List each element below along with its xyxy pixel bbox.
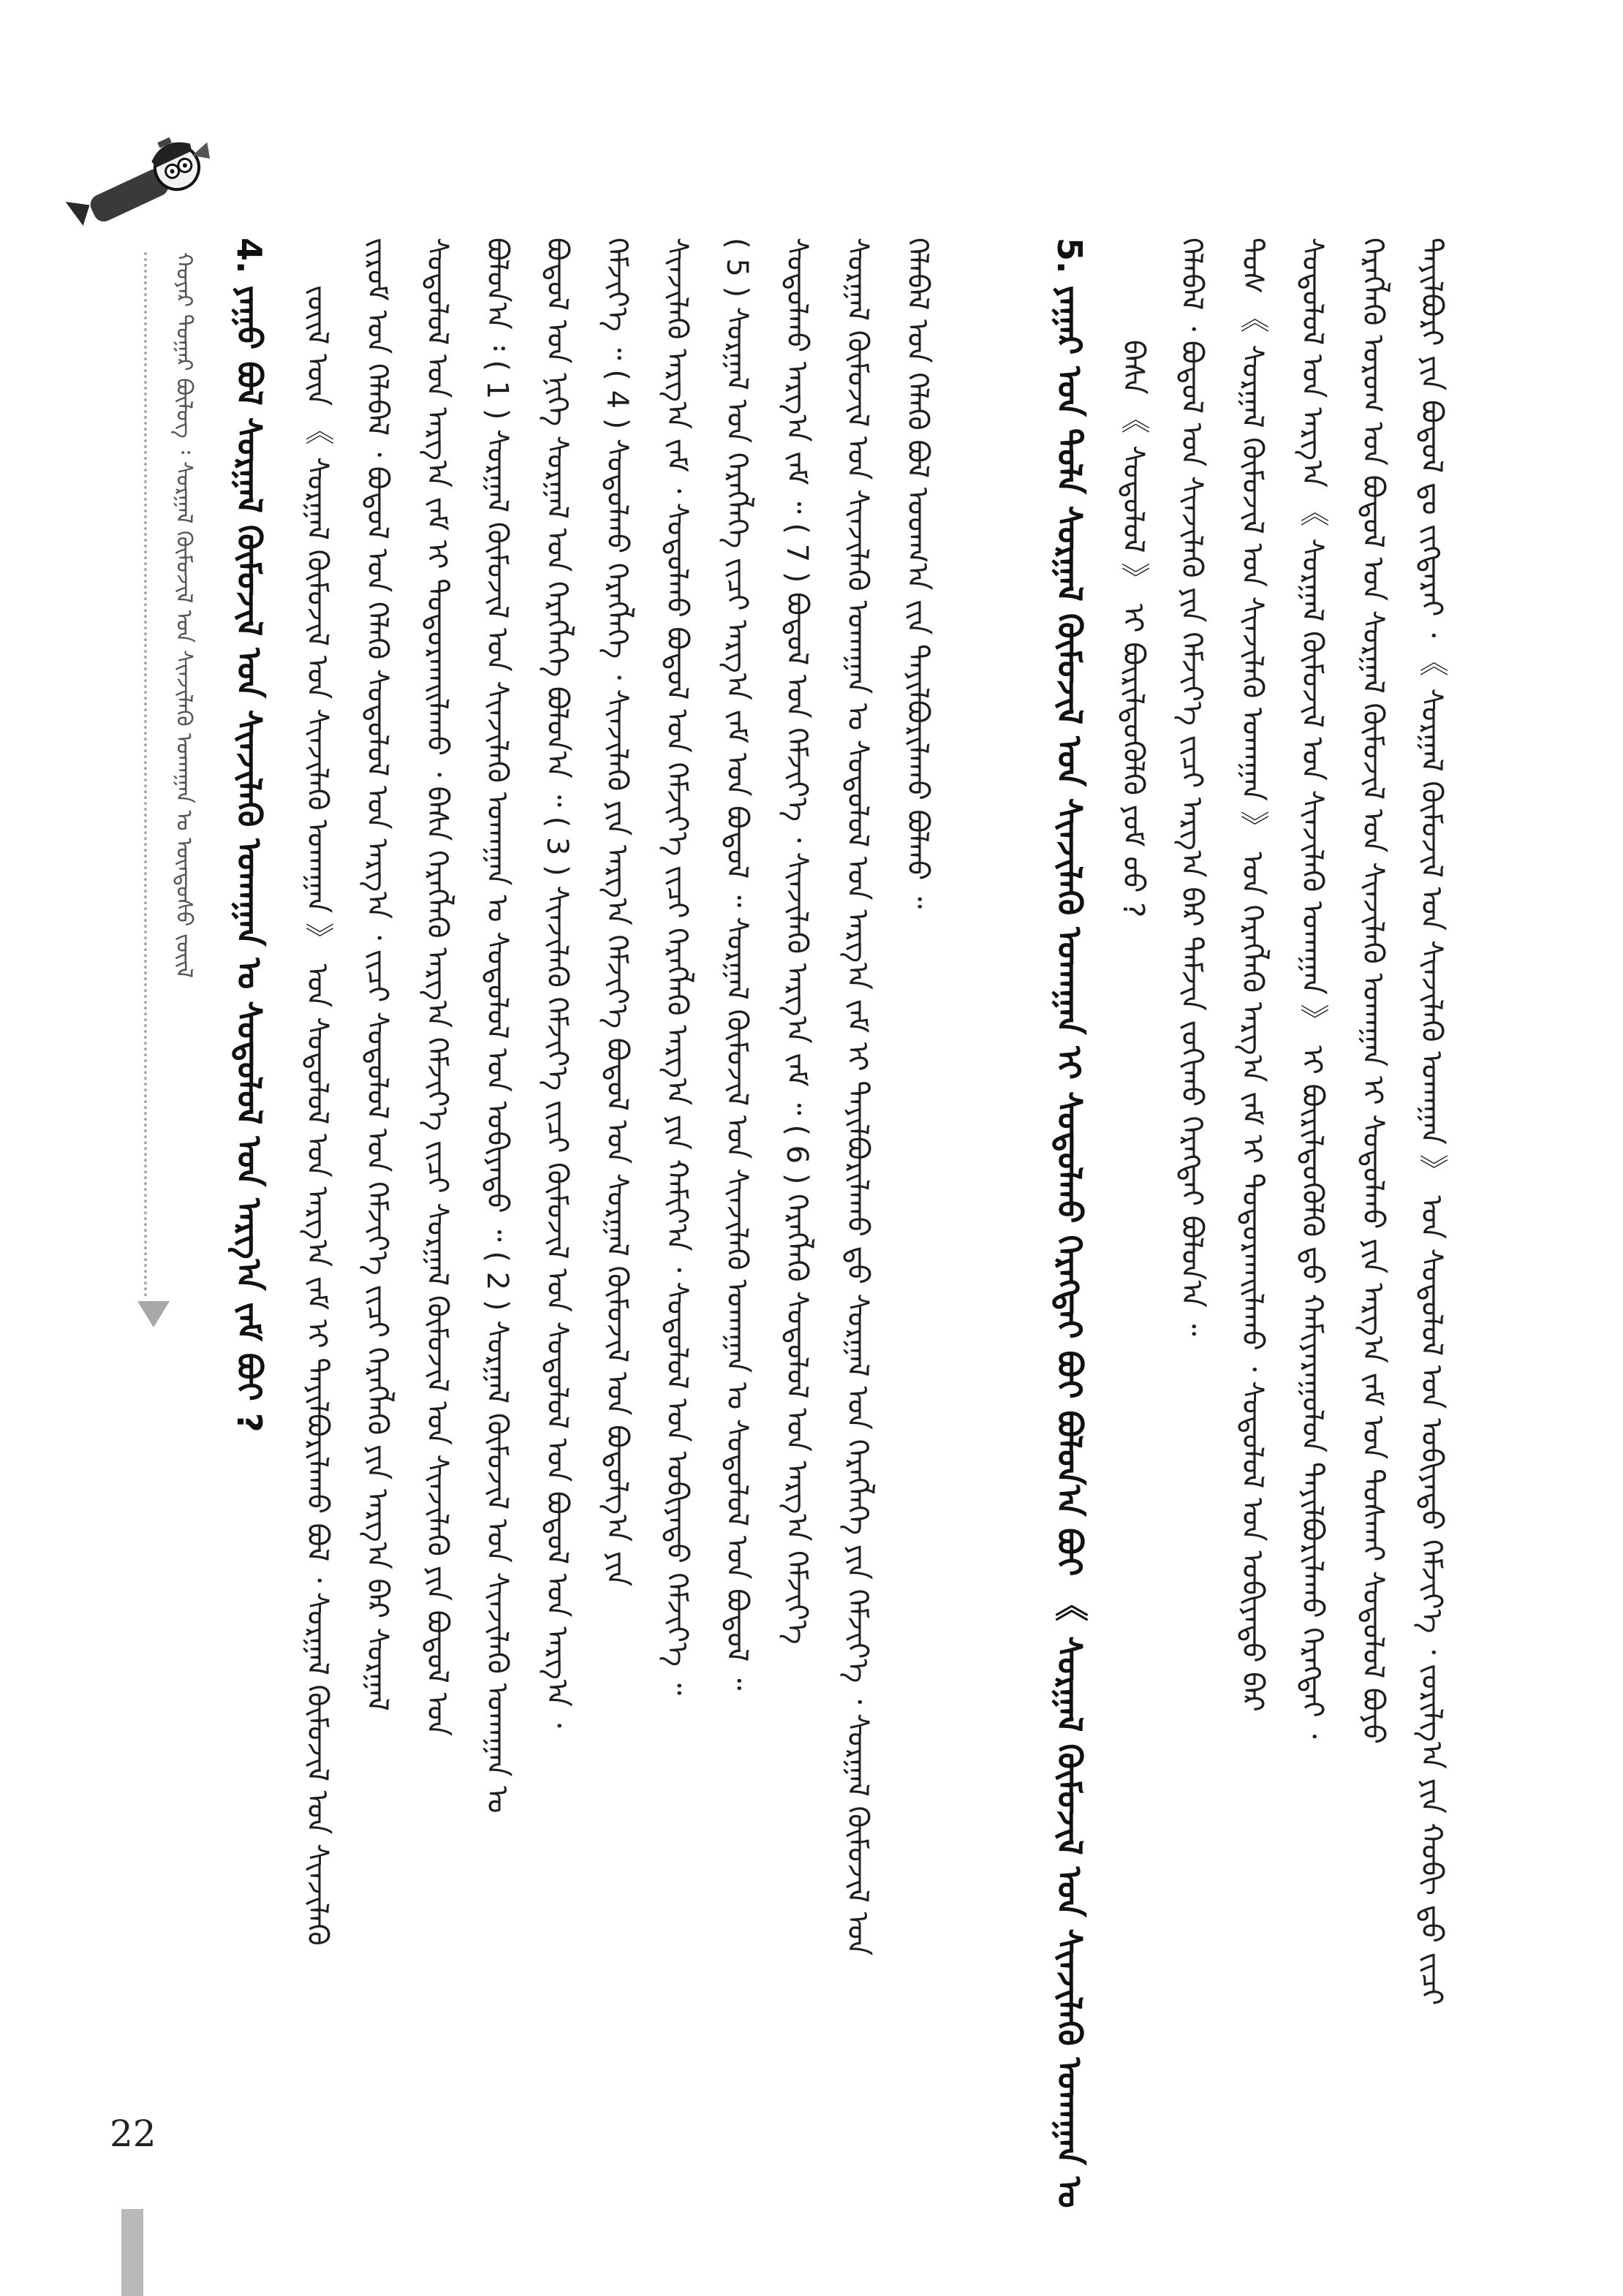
text-column: ᠬᠡᠷᠡᠭᠯᠡᠬᠦ ᠤᠷᠤᠭ ᠤᠨ ᠪᠣᠳᠤᠯ ᠤᠨ ᠰᠤᠷᠭᠠᠯ ᠬᠦᠮᠦᠵᠢᠯ ᠤᠨ ᠰᠢᠨᠵᠢᠯᠡᠬᠦ ᠤᠬᠠᠭᠠᠨ ᠢ ᠰᠤᠳᠤᠯᠬᠤ ᠶᠢᠨ ᠠᠷᠭ᠎ᠠ ᠵᠠᠮ ᠤᠨ ᠲᠤᠰᠬᠠᠢ ᠰᠤᠳᠤᠯᠤᠯ ᠪᠤᠶᠤ xyxy=(1356,238,1390,1745)
flying-boy-icon xyxy=(64,124,221,236)
section-heading-4: 4. ᠶᠠᠭᠤ ᠪᠣᠯ ᠰᠤᠷᠭᠠᠯ ᠬᠦᠮᠦᠵᠢᠯ ᠤᠨ ᠰᠢᠨᠵᠢᠯᠡᠬᠦ ᠤᠬᠠᠭᠠᠨ ᠤ ᠰᠤᠳᠤᠯᠤᠯ ᠤᠨ ᠠᠷᠭ᠎ᠠ ᠵᠠᠮ ᠪᠤᠢ ? xyxy=(230,238,269,1433)
arrow-down-icon xyxy=(137,1301,170,1327)
mascot-illustration xyxy=(64,123,225,247)
dotted-guide-line xyxy=(144,252,147,1297)
page-number: 22 xyxy=(110,2113,156,2155)
text-column: ᠰᠤᠳᠤᠯᠤᠯ ᠤᠨ ᠠᠷᠭ᠎ᠠ ᠵᠠᠮ ᠢ ᠲᠣᠳᠣᠷᠬᠠᠢᠯᠠᠬᠤ ᠂ ᠪᠠᠰᠠ ᠬᠡᠷᠡᠭᠯᠡᠬᠦ ᠠᠷᠭ᠎ᠠ ᠬᠡᠮᠵᠢᠶ᠎ᠡ ᠵᠢᠴᠢ ᠰᠤᠷᠭᠠᠯ ᠬᠦᠮᠦᠵᠢᠯ ᠤᠨ ᠰᠢᠨᠵᠢᠯᠡᠬᠦ ᠶᠢᠨ ᠪᠣᠳᠤᠯ ᠤᠨ xyxy=(420,238,454,1737)
text-column: ᠰᠤᠳᠤᠯᠬᠤ ᠠᠷᠭ᠎ᠠ ᠵᠠᠮ ᠃ ( 7 ) ᠪᠣᠳᠤᠯ ᠤᠨ ᠬᠡᠮᠵᠢᠶ᠎ᠡ ᠂ ᠰᠢᠨᠵᠢᠯᠡᠬᠦ ᠠᠷᠭ᠎ᠠ ᠵᠠᠮ ᠃ ( 6 ) ᠬᠡᠷᠡᠭᠯᠡᠬᠦ ᠰᠤᠳᠤᠯᠤᠯ ᠤᠨ ᠠᠷᠭ᠎ᠠ ᠬᠡᠮᠵᠢᠶ᠎ᠡ xyxy=(780,238,814,1645)
text-column: ᠰᠤᠷᠭᠠᠯ ᠬᠦᠮᠦᠵᠢᠯ ᠤᠨ ᠰᠢᠨᠵᠢᠯᠡᠬᠦ ᠤᠬᠠᠭᠠᠨ ᠤ ᠰᠤᠳᠤᠯᠤᠯ ᠤᠨ ᠠᠷᠭ᠎ᠠ ᠵᠠᠮ ᠢ ᠲᠠᠶᠢᠯᠪᠤᠷᠢᠯᠠᠬᠤ ᠳ᠋ᠤ ᠰᠤᠷᠭᠠᠯ ᠤᠨ ᠬᠡᠷᠡᠭᠯᠡᠭᠡ ᠶᠢᠨ ᠬᠡᠮᠵᠢᠶ᠎ᠡ ᠂ ᠰᠤᠷᠭᠠᠯ ᠬᠦᠮᠦᠵᠢᠯ ᠤᠨ xyxy=(841,238,874,1956)
text-column: ᠪᠣᠯᠤᠨ᠎ᠠ ᠄ ( 1 ) ᠰᠤᠷᠭᠠᠯ ᠬᠦᠮᠦᠵᠢᠯ ᠤᠨ ᠰᠢᠨᠵᠢᠯᠡᠬᠦ ᠤᠬᠠᠭᠠᠨ ᠤ ᠰᠤᠳᠤᠯᠤᠯ ᠤᠨ ᠣᠪᠢᠶᠠᠲᠤ ᠃ ( 2 ) ᠰᠤᠷᠭᠠᠯ ᠬᠦᠮᠦᠵᠢᠯ ᠤᠨ ᠰᠢᠨᠵᠢᠯᠡᠬᠦ ᠤᠬᠠᠭᠠᠨ ᠤ xyxy=(480,238,514,1814)
text-column: ᠰᠢᠨᠵᠢᠯᠡᠬᠦ ᠠᠷᠭ᠎ᠠ ᠵᠠᠮ ᠂ ᠰᠤᠳᠤᠯᠬᠤ ᠪᠣᠳᠤᠯ ᠤᠨ ᠬᠡᠮᠵᠢᠶ᠎ᠡ ᠵᠢᠴᠢ ᠬᠡᠷᠡᠭᠯᠡᠬᠦ ᠠᠷᠭ᠎ᠠ ᠶᠢᠨ ᠬᠠᠮᠢᠶ᠎ᠠ ᠂ ᠰᠤᠳᠤᠯᠤᠯ ᠤᠨ ᠣᠪᠢᠶᠠᠲᠤ ᠬᠡᠮᠵᠢᠶ᠎ᠡ ᠃ xyxy=(660,238,694,1696)
text-column: ᠰᠤᠳᠤᠯᠤᠯ ᠤᠨ ᠠᠷᠭ᠎ᠠ 《 ᠰᠤᠷᠭᠠᠯ ᠬᠦᠮᠦᠵᠢᠯ ᠤᠨ ᠰᠢᠨᠵᠢᠯᠡᠬᠦ ᠤᠬᠠᠭᠠᠨ 》 ᠢ ᠪᠦᠷᠢᠯᠳᠦᠭᠦᠯᠬᠦ ᠳ᠋ᠤ ᠬᠠᠮᠢᠶᠠᠷᠠᠭᠤᠯᠤᠨ ᠲᠠᠶᠢᠯᠪᠤᠷᠢᠯᠠᠬᠤ ᠬᠡᠷᠡᠭᠲᠡᠢ ᠂ xyxy=(1295,238,1329,1739)
text-column: ᠵᠦᠢᠯ ᠦᠨ 《 ᠰᠤᠷᠭᠠᠯ ᠬᠦᠮᠦᠵᠢᠯ ᠤᠨ ᠰᠢᠨᠵᠢᠯᠡᠬᠦ ᠤᠬᠠᠭᠠᠨ 》 ᠤᠨ ᠰᠤᠳᠤᠯᠤᠯ ᠤᠨ ᠠᠷᠭ᠎ᠠ ᠵᠠᠮ ᠢ ᠲᠠᠶᠢᠯᠪᠤᠷᠢᠯᠠᠬᠤ ᠪᠣᠯ ᠂ ᠰᠤᠷᠭᠠᠯ ᠬᠦᠮᠦᠵᠢᠯ ᠤᠨ ᠰᠢᠨᠵᠢᠯᠡᠬᠦ xyxy=(300,285,334,1946)
text-column: ᠲᠠᠶᠢᠯᠪᠤᠷᠢ ᠶᠢᠨ ᠪᠣᠳᠤᠯ ᠳᠤ ᠵᠢᠭ᠌ᠳᠡᠷᠡᠢ ᠂ 《 ᠰᠤᠷᠭᠠᠯ ᠬᠦᠮᠦᠵᠢᠯ ᠤᠨ ᠰᠢᠨᠵᠢᠯᠡᠬᠦ ᠤᠬᠠᠭᠠᠨ 》 ᠤᠨ ᠰᠤᠳᠤᠯᠤᠯ ᠤᠨ ᠣᠪᠢᠶᠠᠲᠤ ᠬᠡᠮᠵᠢᠶ᠎ᠡ ᠂ ᠵᠣᠷᠢᠯᠭ᠎ᠠ ᠶᠢᠨ ᠬᠤᠪᠢ ᠳ᠋ᠤ ᠵᠢᠴᠢ xyxy=(1415,238,1448,2006)
section-heading-5: 5. ᠶᠠᠭᠠᠷ ᠤᠨ ᠲᠤᠯᠠ ᠰᠤᠷᠭᠠᠯ ᠬᠦᠮᠦᠵᠢᠯ ᠤᠨ ᠰᠢᠨᠵᠢᠯᠡᠬᠦ ᠤᠬᠠᠭᠠᠨ ᠢ ᠰᠤᠳᠤᠯᠬᠤ ᠬᠡᠷᠡᠭᠲᠡᠢ ᠪᠤᠢ ᠪᠣᠯᠤᠨ᠎ᠠ ᠪᠤᠢ 《 ᠰᠤᠷᠭᠠᠯ ᠬᠦᠮᠦᠵᠢᠯ ᠤᠨ ᠰᠢᠨᠵᠢᠯᠡᠬᠦ ᠤᠬᠠᠭᠠᠨ ᠤ xyxy=(1050,238,1089,2208)
text-column: ᠲᠤᠰ 《 ᠰᠤᠷᠭᠠᠯ ᠬᠦᠮᠦᠵᠢᠯ ᠤᠨ ᠰᠢᠨᠵᠢᠯᠡᠬᠦ ᠤᠬᠠᠭᠠᠨ 》 ᠤᠨ ᠬᠡᠷᠡᠭᠯᠡᠬᠦ ᠠᠷᠭ᠎ᠠ ᠵᠠᠮ ᠢ ᠲᠣᠳᠣᠷᠬᠠᠢᠯᠠᠬᠤ ᠂ ᠰᠤᠳᠤᠯᠤᠯ ᠤᠨ ᠣᠪᠢᠶᠠᠲᠤ ᠪᠡᠷ xyxy=(1236,238,1269,1712)
text-column: ᠬᠡᠮᠵᠢᠶ᠎ᠡ ᠃ ( 4 ) ᠰᠤᠳᠤᠯᠬᠤ ᠬᠡᠷᠡᠭᠯᠡᠭᠡ ᠂ ᠰᠢᠨᠵᠢᠯᠡᠬᠦ ᠶᠢᠨ ᠠᠷᠭ᠎ᠠ ᠬᠡᠮᠵᠢᠶ᠎ᠡ ᠪᠣᠳᠤᠯ ᠤᠨ ᠰᠤᠷᠭᠠᠯ ᠬᠦᠮᠦᠵᠢᠯ ᠤᠨ ᠪᠣᠳᠤᠯᠭ᠎ᠠ ᠶᠢᠨ xyxy=(600,238,634,1587)
text-column: ᠵᠢᠷᠤᠮ ᠤᠨ ᠬᠡᠯᠡᠪᠡᠯ ᠂ ᠪᠣᠳᠤᠯ ᠤᠨ ᠬᠡᠯᠡᠬᠦ ᠰᠤᠳᠤᠯᠤᠯ ᠤᠨ ᠠᠷᠭ᠎ᠠ ᠂ ᠵᠢᠴᠢ ᠰᠤᠳᠤᠯᠤᠯ ᠤᠨ ᠬᠡᠮᠵᠢᠶ᠎ᠡ ᠵᠢᠴᠢ ᠬᠡᠷᠡᠭᠯᠡᠬᠦ ᠶᠢᠨ ᠠᠷᠭ᠎ᠠ ᠪᠠᠷ ᠰᠤᠷᠭᠠᠯ xyxy=(360,238,394,1711)
text-column: ᠪᠣᠳᠤᠯ ᠤᠨ ᠨᠢᠭᠡ ᠰᠤᠷᠭᠠᠯ ᠤᠨ ᠬᠡᠷᠡᠭᠯᠡᠭᠡ ᠪᠣᠯᠤᠨ᠎ᠠ ᠃ ( 3 ) ᠰᠢᠨᠵᠢᠯᠡᠬᠦ ᠬᠡᠮᠵᠢᠶ᠎ᠡ ᠵᠢᠴᠢ ᠬᠦᠮᠦᠵᠢᠯ ᠤᠨ ᠰᠤᠳᠤᠯᠤᠯ ᠤᠨ ᠪᠣᠳᠤᠯ ᠤᠨ ᠠᠷᠭ᠎ᠠ ᠂ xyxy=(540,238,574,1728)
text-column: ᠬᠡᠯᠡᠪᠡᠯ ᠂ ᠪᠣᠳᠤᠯ ᠤᠨ ᠰᠢᠨᠵᠢᠯᠡᠬᠦ ᠶᠢᠨ ᠬᠡᠮᠵᠢᠶ᠎ᠡ ᠵᠢᠴᠢ ᠠᠷᠭ᠎ᠠ ᠪᠠᠷ ᠳᠠᠮᠵᠢᠨ ᠵᠣᠬᠢᠬᠤ ᠬᠡᠷᠡᠭᠲᠡᠢ ᠪᠣᠯᠤᠨ᠎ᠠ ᠃ xyxy=(1175,238,1208,1336)
text-column: ᠬᠡᠯᠡᠪᠡᠯ ᠤᠨ ᠬᠡᠯᠡᠬᠦ ᠪᠣᠯ ᠤᠳᠬ᠎ᠠ ᠵᠢᠨ ᠲᠠᠶᠢᠯᠪᠤᠷᠢᠯᠠᠬᠤ ᠪᠣᠯᠬᠤ ᠃ xyxy=(901,238,934,909)
page-edge-tab xyxy=(121,2209,143,2296)
text-column: ᠪᠠᠰᠠ 《 ᠰᠤᠳᠤᠯᠤᠯ 》 ᠢ ᠪᠦᠷᠢᠯᠳᠦᠭᠦᠯᠬᠦ ᠶᠤᠮ ᠤᠤ ? xyxy=(1116,340,1150,918)
running-head: ᠬᠣᠶᠠᠷ ᠳᠤᠭᠠᠷ ᠪᠦᠯᠦᠭ ᠄ ᠰᠤᠷᠭᠠᠯ ᠬᠦᠮᠦᠵᠢᠯ ᠤᠨ ᠰᠢᠨᠵᠢᠯᠡᠬᠦ ᠤᠬᠠᠭᠠᠨ ᠤ ᠦᠨᠳᠦᠰᠦ ᠵᠦᠢᠯ xyxy=(171,252,197,978)
text-column: ( 5 ) ᠰᠤᠷᠭᠠᠯ ᠤᠨ ᠬᠡᠷᠡᠭᠯᠡᠭᠡ ᠵᠢᠴᠢ ᠠᠷᠭ᠎ᠠ ᠵᠠᠮ ᠤᠨ ᠪᠣᠳᠤᠯ ᠃ ᠰᠤᠷᠭᠠᠯ ᠬᠦᠮᠦᠵᠢᠯ ᠤᠨ ᠰᠢᠨᠵᠢᠯᠡᠬᠦ ᠤᠬᠠᠭᠠᠨ ᠤ ᠰᠤᠳᠤᠯᠤᠯ ᠤᠨ ᠪᠣᠳᠤᠯ ᠃ xyxy=(720,238,754,1691)
